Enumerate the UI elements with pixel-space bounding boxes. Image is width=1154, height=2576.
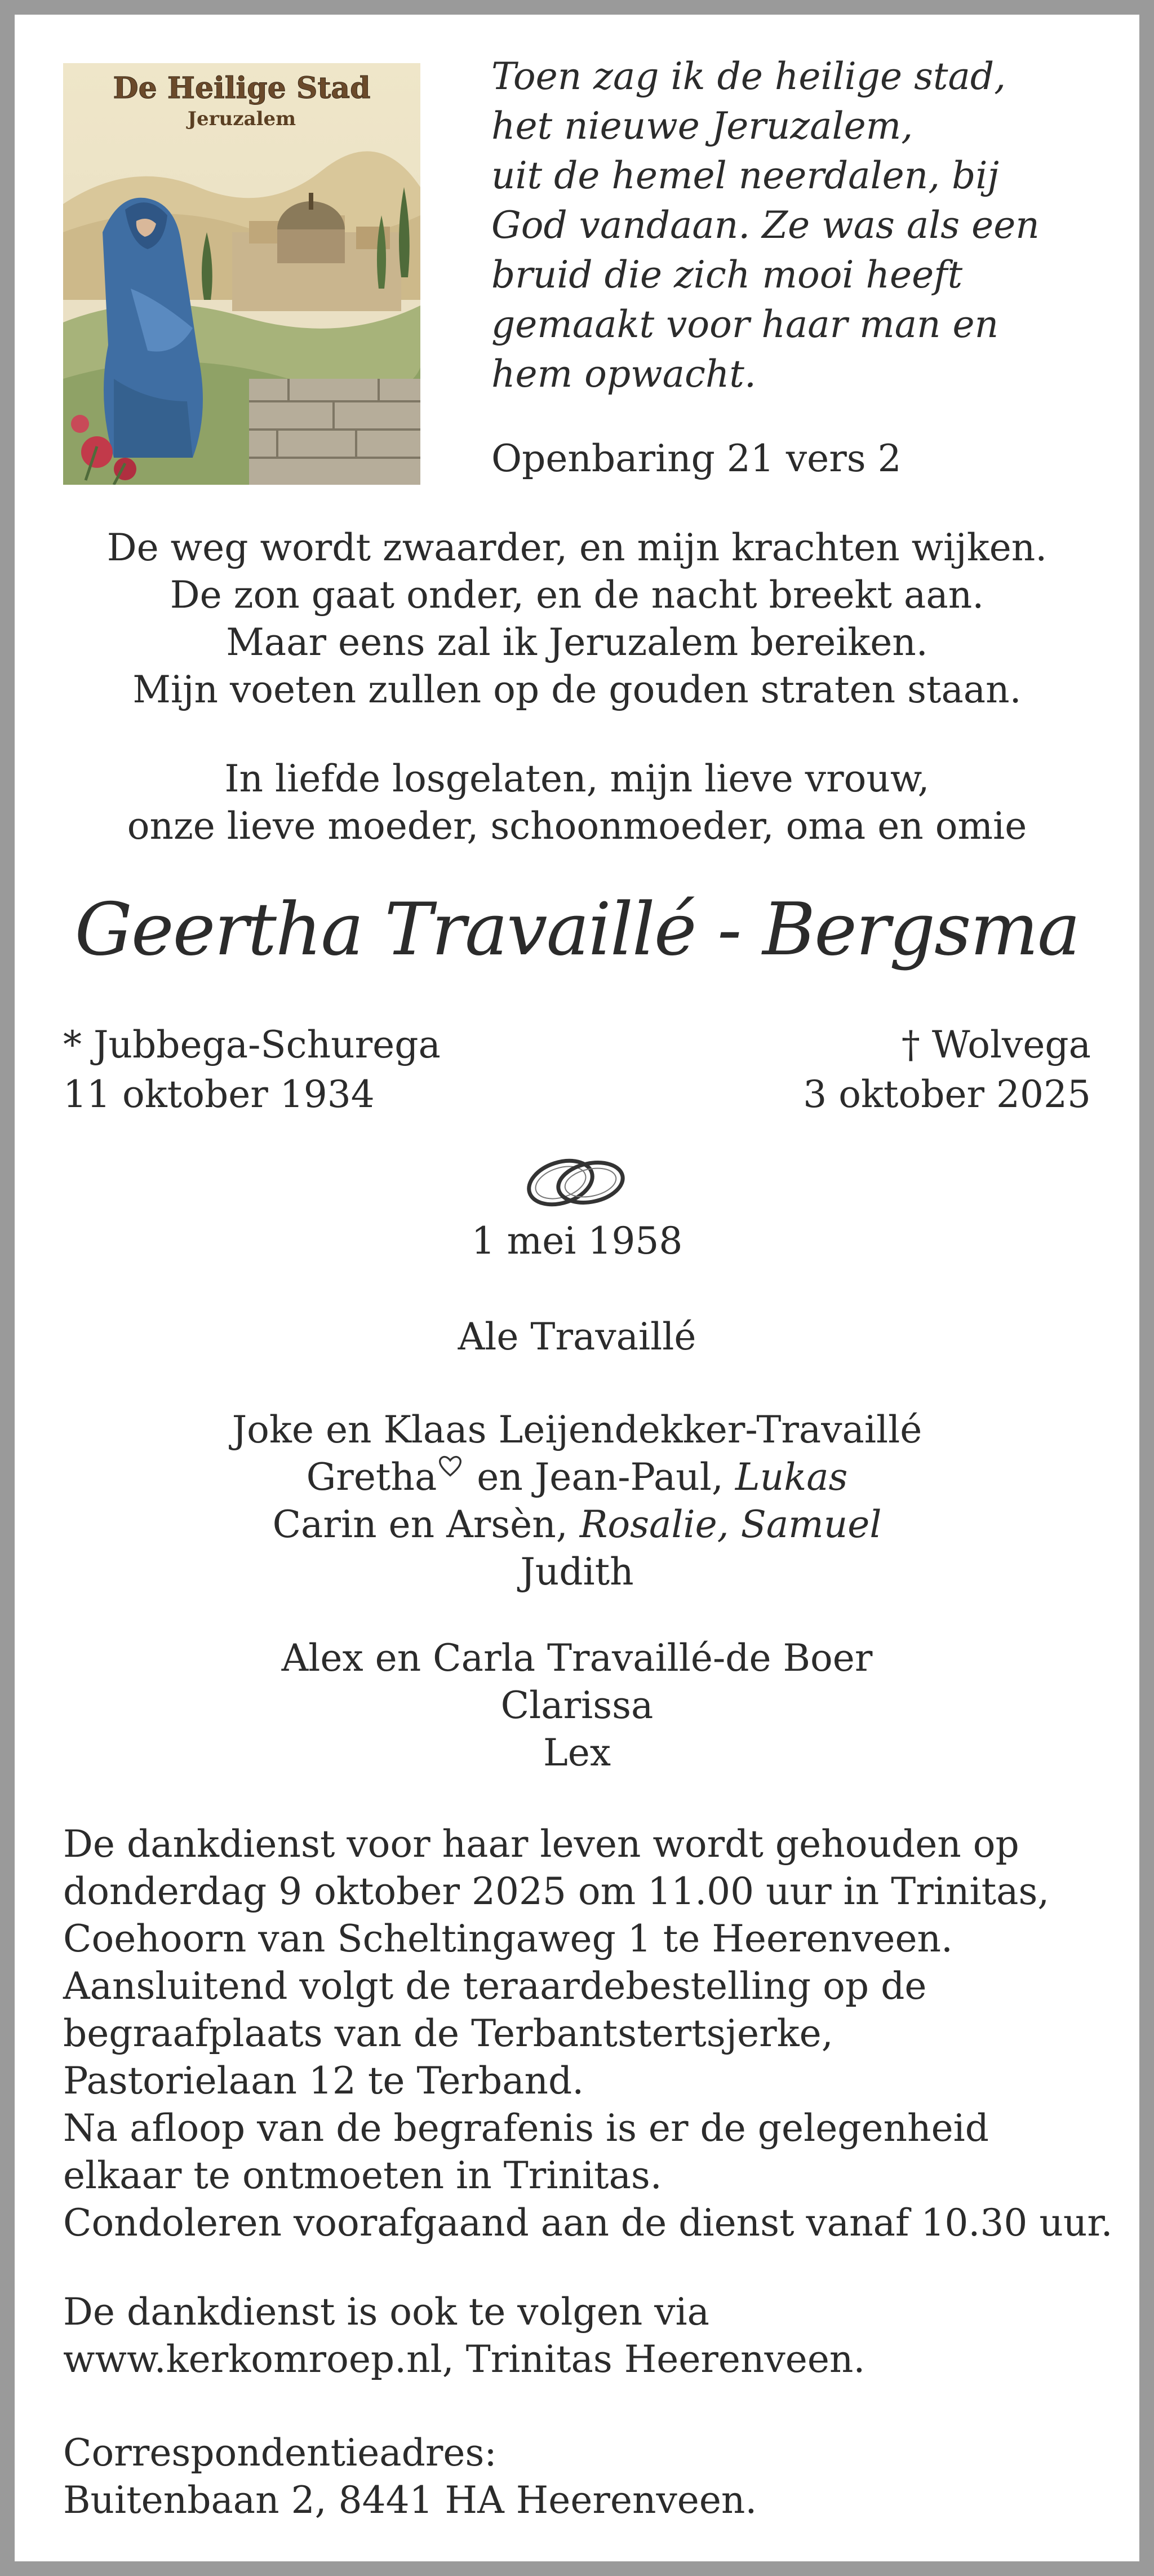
intro-line: In liefde losgelaten, mijn lieve vrouw, xyxy=(224,757,930,800)
jerusalem-painting xyxy=(63,63,420,485)
stream-line: De dankdienst is ook te volgen via xyxy=(63,2290,709,2334)
poem-line: Mijn voeten zullen op de gouden straten staan. xyxy=(132,668,1022,711)
bible-quote-line: bruid die zich mooi heeft xyxy=(491,253,963,296)
wedding-date-text: 1 mei 1958 xyxy=(471,1219,683,1263)
poem-line: Maar eens zal ik Jeruzalem bereiken. xyxy=(226,621,928,664)
spouse-name: Ale Travaillé xyxy=(458,1315,696,1358)
intro-line: onze lieve moeder, schoonmoeder, oma en omie xyxy=(127,804,1027,848)
service-line: Aansluitend volgt de teraardebestelling op de xyxy=(63,1964,927,2008)
grandchildren-names: Rosalie, Samuel xyxy=(579,1503,882,1546)
family-member-name: Gretha xyxy=(306,1455,437,1499)
birth-place: * Jubbega-Schurega xyxy=(63,1023,441,1066)
deceased-name: Geertha Travaillé - Bergsma xyxy=(74,888,1080,972)
poem-line: De zon gaat onder, en de nacht breekt aan. xyxy=(170,573,984,617)
bible-reference: Openbaring 21 vers 2 xyxy=(491,437,902,480)
family-group-2 xyxy=(34,1635,1120,1777)
bible-quote-line: Toen zag ik de heilige stad, xyxy=(491,55,1006,98)
death-place: † Wolvega xyxy=(901,1023,1091,1066)
service-line: donderdag 9 oktober 2025 om 11.00 uur in Trinitas, xyxy=(63,1870,1050,1913)
service-line: begraafplaats van de Terbantstertsjerke, xyxy=(63,2012,833,2055)
family-line xyxy=(34,1454,1120,1501)
birth-date: 11 oktober 1934 xyxy=(63,1073,375,1116)
service-info xyxy=(63,1821,1117,2247)
family-member-rest: Carin en Arsèn, xyxy=(272,1503,580,1546)
death-info xyxy=(803,1020,1091,1119)
family-line: Judith xyxy=(520,1550,634,1594)
bible-quote-line: hem opwacht. xyxy=(491,352,756,396)
bible-quote-line: het nieuwe Jeruzalem, xyxy=(491,104,913,148)
spouse xyxy=(34,1313,1120,1361)
address-text: Buitenbaan 2, 8441 HA Heerenveen. xyxy=(63,2478,757,2522)
correspondence-address xyxy=(63,2429,1117,2524)
service-line: Pastorielaan 12 te Terband. xyxy=(63,2059,584,2103)
stream-info xyxy=(63,2289,1117,2383)
family-line: Joke en Klaas Leijendekker-Travaillé xyxy=(232,1408,922,1451)
poem-line: De weg wordt zwaarder, en mijn krachten wijken. xyxy=(106,526,1048,569)
family-line xyxy=(34,1501,1120,1548)
grandchild-name: Lukas xyxy=(735,1455,848,1499)
family-member-rest: en Jean-Paul, xyxy=(465,1455,735,1499)
wedding-rings-icon xyxy=(518,1150,631,1212)
poem xyxy=(34,524,1120,714)
bible-quote-line: God vandaan. Ze was als een xyxy=(491,203,1040,247)
address-label: Correspondentieadres: xyxy=(63,2431,497,2475)
intro-text xyxy=(34,755,1120,850)
family-line: Clarissa xyxy=(500,1684,654,1727)
stream-link: www.kerkomroep.nl, Trinitas Heerenveen. xyxy=(63,2338,866,2381)
service-line: Coehoorn van Scheltingaweg 1 te Heerenveen. xyxy=(63,1917,953,1960)
heart-icon xyxy=(438,1454,463,1479)
wedding-date xyxy=(34,1218,1120,1265)
service-line: De dankdienst voor haar leven wordt gehouden op xyxy=(63,1822,1019,1866)
bible-quote-line: gemaakt voor haar man en xyxy=(491,303,999,346)
bible-quote xyxy=(491,52,1111,399)
painting-title: De Heilige Stad xyxy=(113,71,371,105)
family-line: Alex en Carla Travaillé-de Boer xyxy=(281,1636,873,1680)
family-line: Lex xyxy=(543,1731,611,1774)
bible-quote-line: uit de hemel neerdalen, bij xyxy=(491,154,999,197)
painting-subtitle: Jeruzalem xyxy=(187,108,296,130)
family-group-1 xyxy=(34,1406,1120,1596)
service-line: Condoleren voorafgaand aan de dienst vanaf 10.30 uur. xyxy=(63,2201,1113,2245)
service-line: Na afloop van de begrafenis is er de gelegenheid xyxy=(63,2106,989,2150)
service-line: elkaar te ontmoeten in Trinitas. xyxy=(63,2154,662,2197)
death-date: 3 oktober 2025 xyxy=(803,1073,1091,1116)
birth-info xyxy=(63,1020,441,1119)
